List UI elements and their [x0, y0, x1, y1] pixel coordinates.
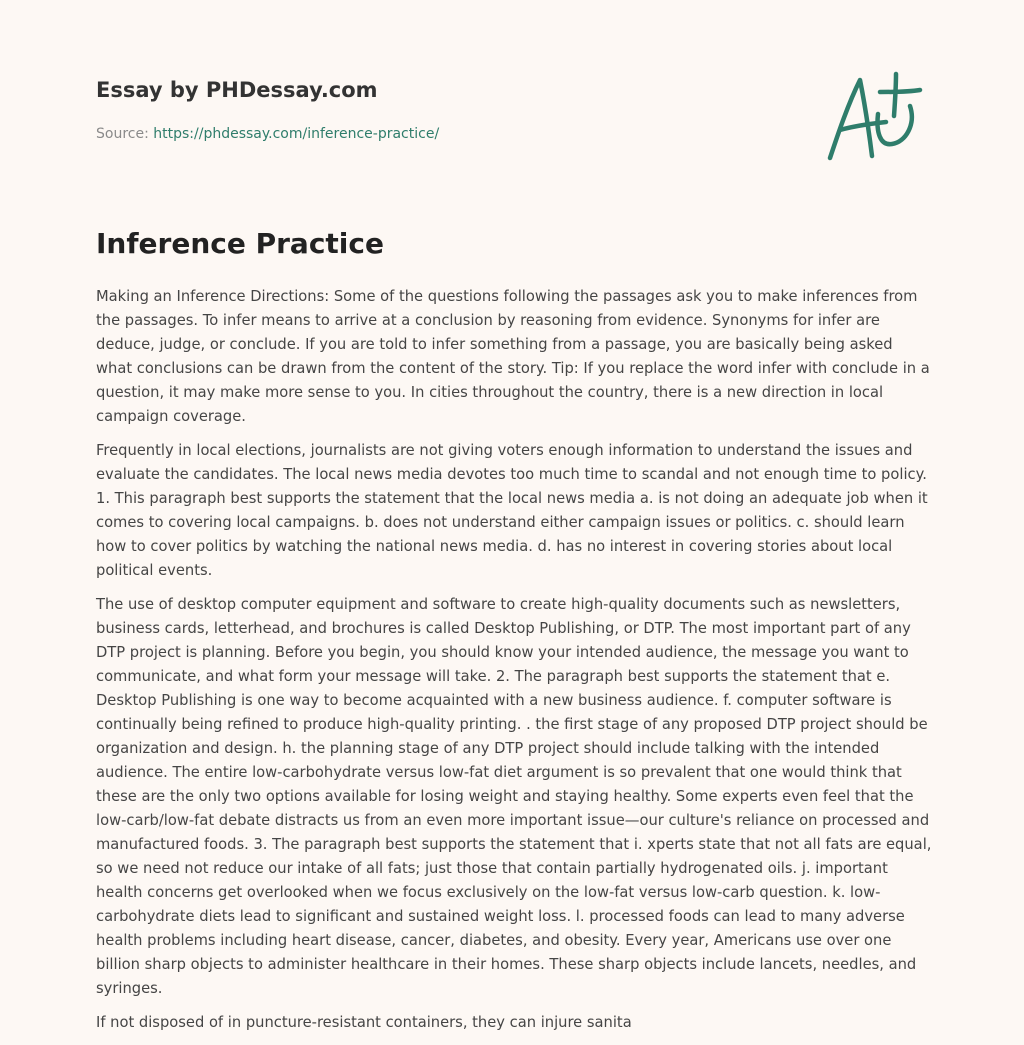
- a-plus-logo: [820, 66, 930, 166]
- source-label: Source:: [96, 126, 154, 142]
- paragraph: Making an Inference Directions: Some of the questions following the passages ask you to make inferences from the passages. To infer means to arrive at a conclusion by reasoning from evidence. Synonyms for infer are deduce, judge, or conclude. If you are told to infer something from a passage, you are basically being asked what conclusions can be drawn from the content of the story. Tip: If you replace the word infer with conclude in a question, it may make more sense to you. In cities throughout the country, there is a new direction in local campaign coverage.: [96, 288, 930, 425]
- paragraph: Frequently in local elections, journalists are not giving voters enough information to understand the issues and evaluate the candidates. The local news media devotes too much time to scandal and not enough time to policy. 1. This paragraph best supports the statement that the local news media a. is not doing an adequate job when it comes to covering local campaigns. b. does not understand either campaign issues or politics. c. should learn how to cover politics by watching the national news media. d. has no interest in covering stories about local political events.: [96, 442, 928, 579]
- paragraph: The use of desktop computer equipment and software to create high-quality documents such as newsletters, business cards, letterhead, and brochures is called Desktop Publishing, or DTP. The most important part of any DTP project is planning. Before you begin, you should know your intended audience, the message you want to communicate, and what form your message will take. 2. The paragraph best supports the statement that e. Desktop Publishing is one way to become acquainted with a new business audience. f. computer software is continually being refined to produce high-quality printing. . the first stage of any proposed DTP project should be organization and design. h. the planning stage of any DTP project should include talking with the intended audience. The entire low-carbohydrate versus low-fat diet argument is so prevalent that one would think that these are the only two options available for losing weight and staying healthy. Some experts even feel that the low-carb/low-fat debate distracts us from an even more important issue—our culture's reliance on processed and manufactured foods. 3. The paragraph best supports the statement that i. xperts state that not all fats are equal, so we need not reduce our intake of all fats; just those that contain partially hydrogenated oils. j. important health concerns get overlooked when we focus exclusively on the low-fat versus low-carb question. k. low-carbohydrate diets lead to significant and sustained weight loss. l. processed foods can lead to many adverse health problems including heart disease, cancer, diabetes, and obesity. Every year, Americans use over one billion sharp objects to administer healthcare in their homes. These sharp objects include lancets, needles, and syringes.: [96, 596, 932, 997]
- source-link[interactable]: https://phdessay.com/inference-practice/: [153, 126, 440, 142]
- paragraph: If not disposed of in puncture-resistant containers, they can injure sanita: [96, 1014, 632, 1031]
- site-title: Essay by PHDessay.com: [96, 78, 378, 102]
- source-line: [96, 124, 439, 144]
- essay-title: Inference Practice: [96, 227, 384, 260]
- essay-body: [96, 285, 932, 1045]
